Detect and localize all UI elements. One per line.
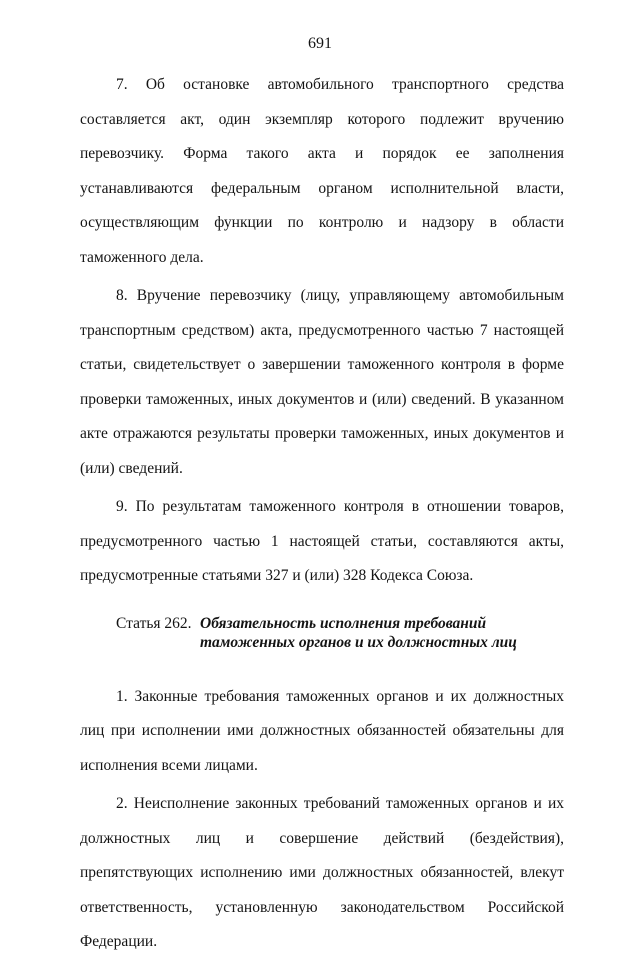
article-paragraph-2: 2. Неисполнение законных требований таможенных органов и их должностных лиц и совершение действий (бездействия), препятствующих исполнению ими должностных обязанностей, влекут ответственность, установленную законодательством Российской Федерации. xyxy=(80,795,564,950)
article-title: Обязательность исполнения требований таможенных органов и их должностных лиц xyxy=(200,614,517,651)
paragraph-8: 8. Вручение перевозчику (лицу, управляющему автомобильным транспортным средством) акта, предусмотренного частью 7 настоящей статьи, свидетельствует о завершении таможенного контроля в форме проверки таможенных, иных документов и (или) сведений. В указанном акте отражаются результаты проверки таможенных, иных документов и (или) сведений. xyxy=(80,287,564,477)
article-number: Статья 262. xyxy=(116,614,192,632)
article-heading xyxy=(80,614,564,652)
paragraph-7: 7. Об остановке автомобильного транспортного средства составляется акт, один экземпляр которого подлежит вручению перевозчику. Форма такого акта и порядок ее заполнения устанавливаются федеральным органом исполнительной власти, осуществляющим функции по контролю и надзору в области таможенного дела. xyxy=(80,76,564,266)
article-paragraph-1: 1. Законные требования таможенных органов и их должностных лиц при исполнении ими должностных обязанностей обязательны для исполнения всеми лицами. xyxy=(80,687,564,774)
page-number: 691 xyxy=(308,35,332,52)
paragraph-9: 9. По результатам таможенного контроля в отношении товаров, предусмотренного частью 1 настоящей статьи, составляются акты, предусмотренные статьями 327 и (или) 328 Кодекса Союза. xyxy=(80,498,564,584)
document-body xyxy=(80,68,564,964)
